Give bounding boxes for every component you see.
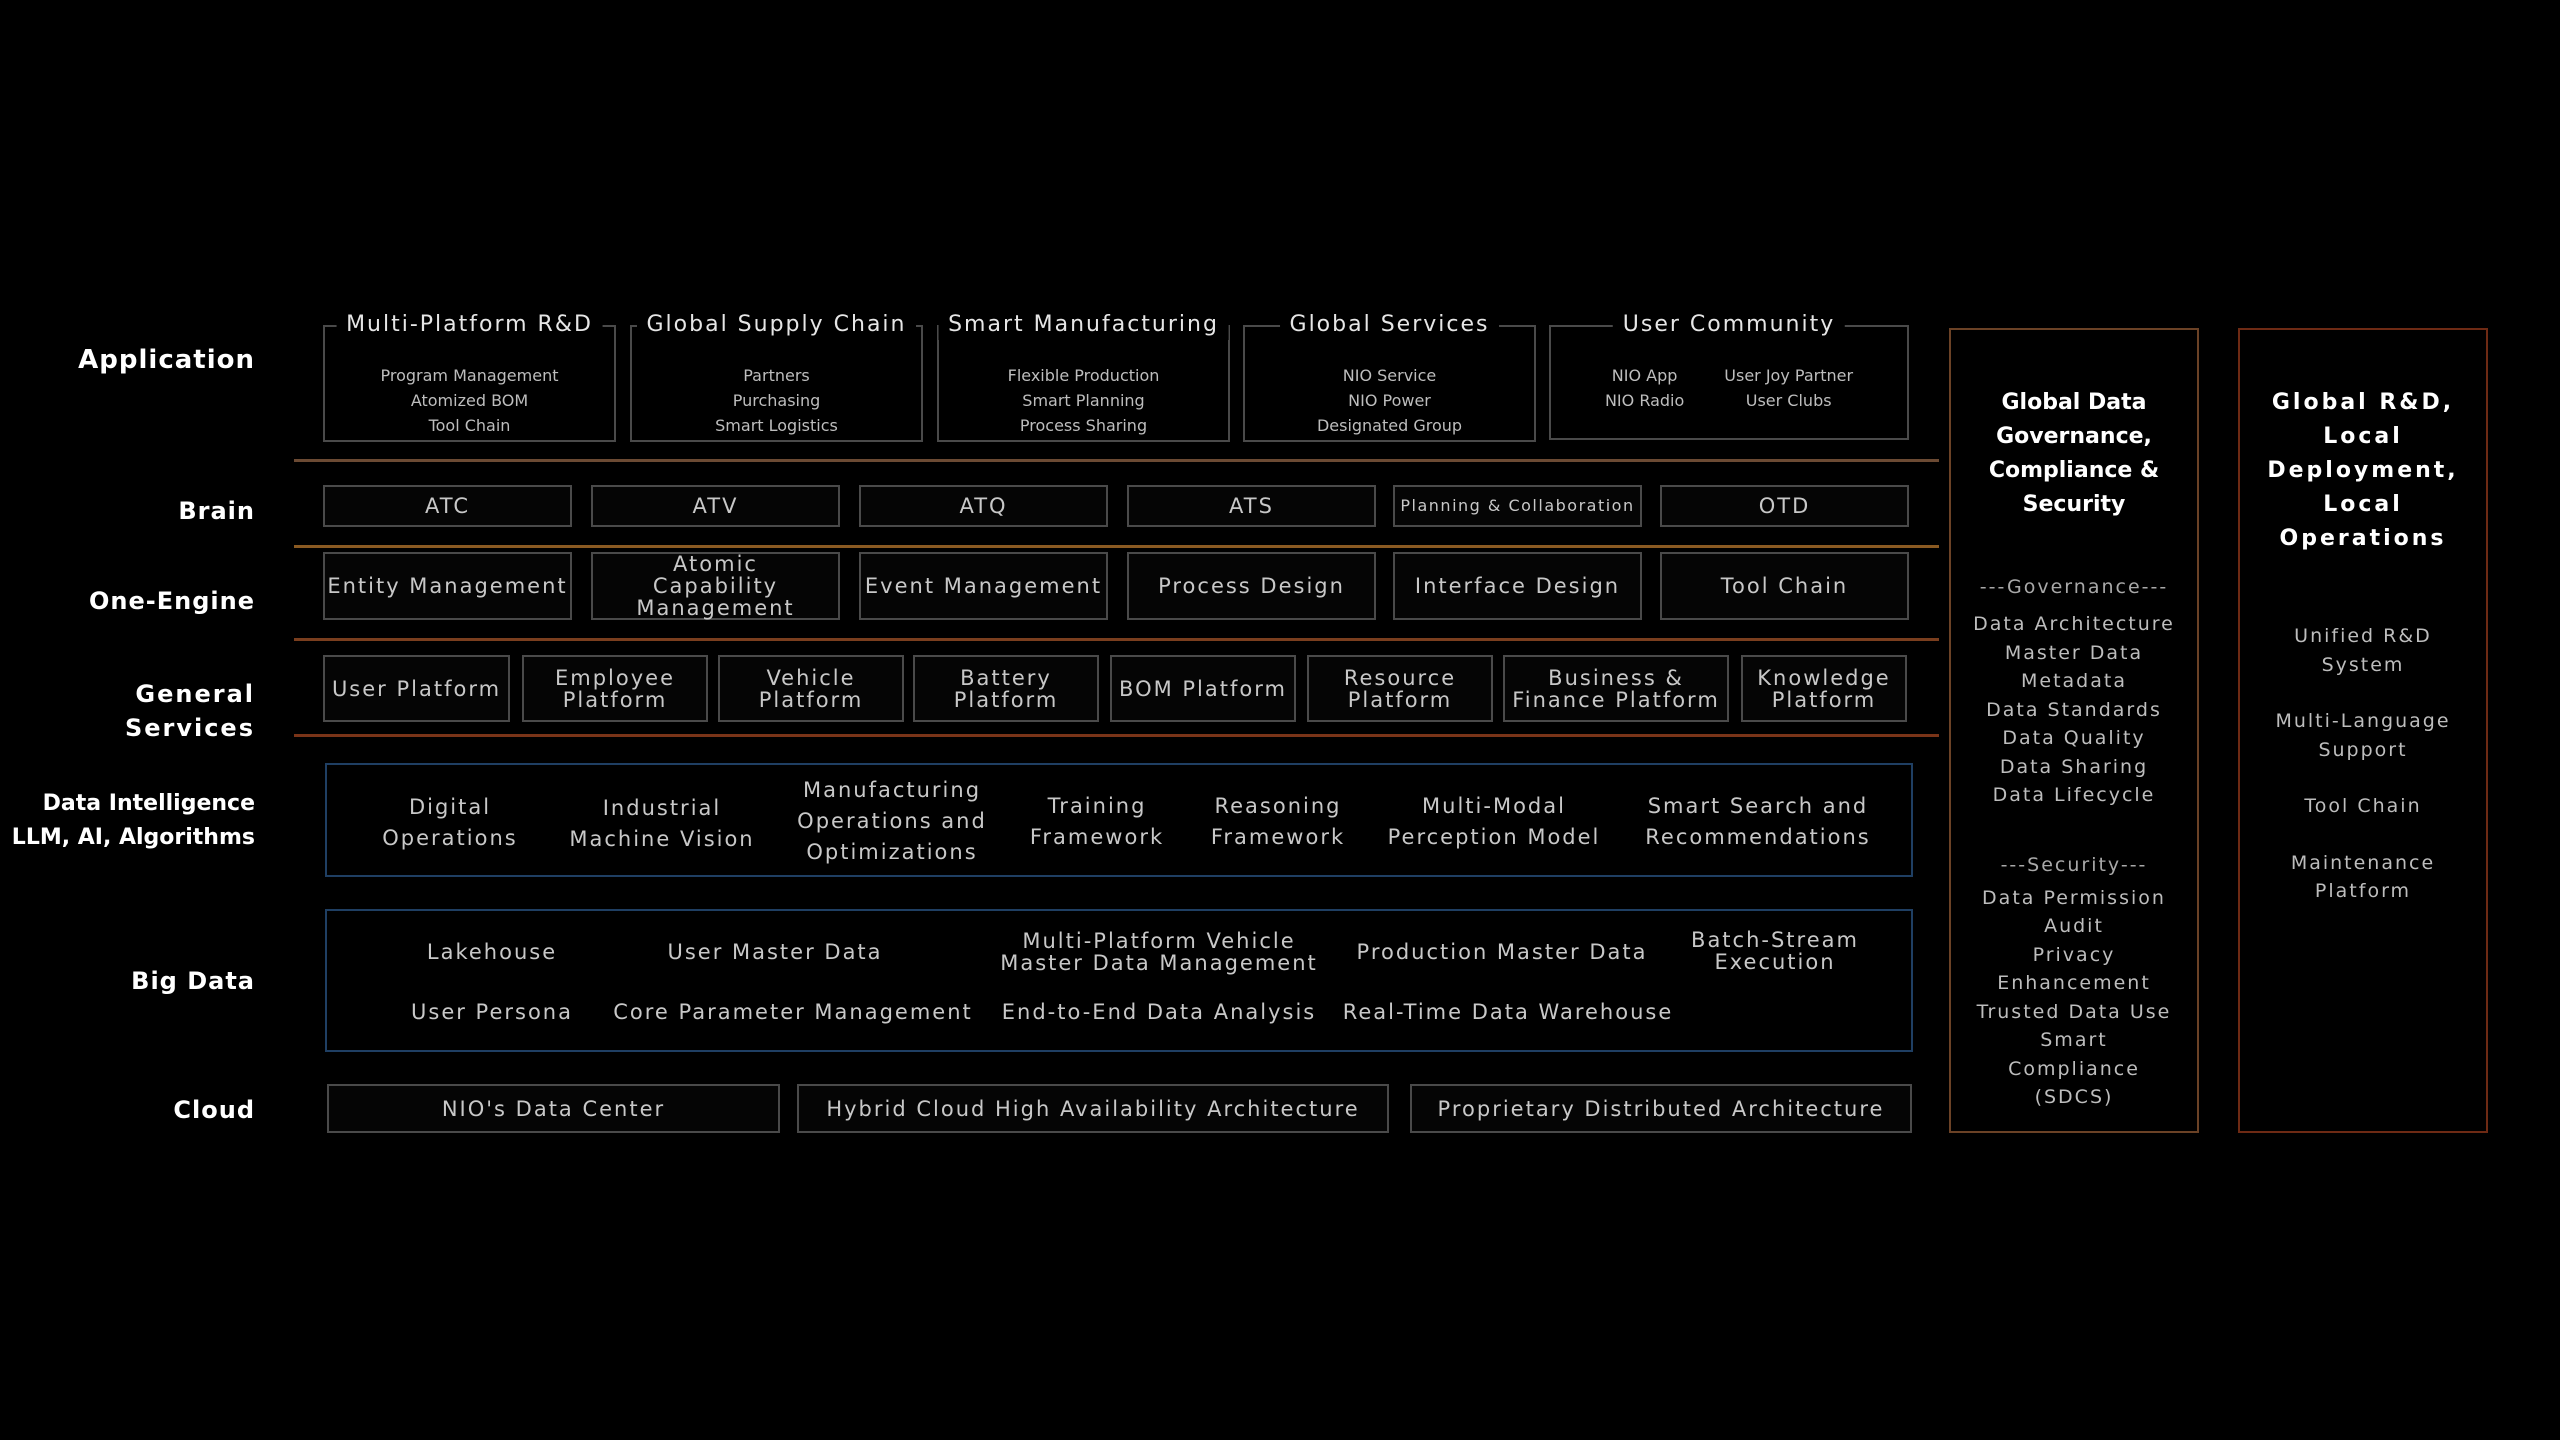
cloud-proprietary-distributed[interactable]: Proprietary Distributed Architecture <box>1410 1084 1912 1133</box>
title-line: Global R&D, <box>2271 390 2455 415</box>
bd-user-master-data[interactable]: User Master Data <box>667 940 883 964</box>
security-item: Compliance <box>2008 1057 2140 1080</box>
app-item: Tool Chain <box>428 416 511 435</box>
bd-user-persona[interactable]: User Persona <box>411 1000 573 1024</box>
app-item: Flexible Production <box>1007 366 1160 385</box>
di-line: Operations and <box>797 809 987 833</box>
bd-core-parameter-management[interactable]: Core Parameter Management <box>613 1000 973 1024</box>
app-item: Atomized BOM <box>410 391 529 410</box>
app-item: NIO App <box>1611 366 1678 385</box>
app-title: User Community <box>1613 310 1845 340</box>
rd-panel <box>2238 328 2488 1133</box>
bd-batch-stream-execution[interactable]: Batch-Stream Execution <box>1691 928 1859 974</box>
app-user-community[interactable] <box>1549 312 1909 440</box>
rd-panel-title <box>2240 386 2486 556</box>
governance-item: Data Architecture <box>1973 613 2175 635</box>
app-title: Smart Manufacturing <box>938 310 1229 340</box>
app-item: Smart Planning <box>1022 391 1145 410</box>
title-line: Global Data <box>2001 390 2147 415</box>
app-item: Process Sharing <box>1019 416 1148 435</box>
governance-item: Data Standards <box>1986 698 2162 721</box>
app-items <box>1245 363 1534 438</box>
di-line: Perception Model <box>1387 825 1601 849</box>
governance-panel-title <box>1951 386 2197 522</box>
app-items <box>1551 363 1907 413</box>
divider-services-intelligence <box>294 734 1939 737</box>
di-line: Multi-Modal <box>1422 794 1566 818</box>
security-item: Privacy <box>2032 943 2116 966</box>
rd-item-multi-language <box>2240 707 2486 764</box>
engine-tool-chain[interactable]: Tool Chain <box>1660 552 1909 620</box>
engine-interface-design[interactable]: Interface Design <box>1393 552 1642 620</box>
di-line: Digital <box>408 795 492 819</box>
di-line: Framework <box>1210 825 1346 849</box>
engine-entity-management[interactable]: Entity Management <box>323 552 572 620</box>
data-intelligence-label-line1: Data Intelligence <box>42 791 255 816</box>
bd-real-time-warehouse[interactable]: Real-Time Data Warehouse <box>1342 1000 1674 1024</box>
app-items-col <box>1605 363 1684 413</box>
engine-atomic-capability-management[interactable]: Atomic Capability Management <box>591 552 840 620</box>
service-vehicle-platform[interactable]: Vehicle Platform <box>718 655 904 722</box>
app-title: Multi-Platform R&D <box>336 310 603 340</box>
security-header: ---Security--- <box>2000 853 2148 876</box>
divider-engine-services <box>294 638 1939 641</box>
engine-event-management[interactable]: Event Management <box>859 552 1108 620</box>
brain-atc[interactable]: ATC <box>323 485 572 527</box>
title-line: Governance, <box>1996 424 2152 449</box>
rd-item-line: Maintenance <box>2290 851 2436 874</box>
brain-atq[interactable]: ATQ <box>859 485 1108 527</box>
app-item: NIO Power <box>1348 391 1431 410</box>
brain-atv[interactable]: ATV <box>591 485 840 527</box>
di-line: Training <box>1047 794 1147 818</box>
di-line: Optimizations <box>806 840 978 864</box>
app-multi-platform-rd[interactable] <box>323 312 616 442</box>
di-line: Framework <box>1029 825 1165 849</box>
rd-item-tool-chain <box>2240 792 2486 821</box>
title-line: Local Operations <box>2279 492 2447 551</box>
app-item: Program Management <box>380 366 559 385</box>
app-title: Global Services <box>1280 310 1500 340</box>
title-line: Deployment, <box>2267 458 2459 483</box>
governance-item: Master Data <box>2004 641 2144 664</box>
di-reasoning-framework[interactable] <box>1211 791 1345 853</box>
app-items <box>939 363 1228 438</box>
app-items <box>325 363 614 438</box>
di-training-framework[interactable] <box>1030 791 1164 853</box>
di-line: Reasoning <box>1214 794 1342 818</box>
security-item: Audit <box>2044 915 2104 937</box>
app-title: Global Supply Chain <box>637 310 917 340</box>
rd-item-unified <box>2240 622 2486 679</box>
bd-production-master-data[interactable]: Production Master Data <box>1356 940 1648 964</box>
app-items-col <box>1724 363 1853 413</box>
governance-items <box>1951 610 2197 810</box>
app-item: Purchasing <box>732 391 821 410</box>
app-item: Partners <box>743 366 810 385</box>
di-smart-search[interactable] <box>1645 791 1870 853</box>
layer-label-data-intelligence <box>12 787 255 855</box>
security-item: Data Permission <box>1982 886 2166 909</box>
service-employee-platform[interactable]: Employee Platform <box>522 655 708 722</box>
cloud-hybrid-ha[interactable]: Hybrid Cloud High Availability Architecture <box>797 1084 1389 1133</box>
divider-brain-engine <box>294 545 1939 548</box>
brain-otd[interactable]: OTD <box>1660 485 1909 527</box>
layer-label-cloud: Cloud <box>173 1096 255 1124</box>
governance-item: Data Sharing <box>1999 755 2149 778</box>
layer-label-big-data: Big Data <box>131 967 255 995</box>
di-line: Smart Search and <box>1647 794 1869 818</box>
bd-vehicle-master-data[interactable]: Multi-Platform Vehicle Master Data Management <box>1000 929 1318 975</box>
brain-planning-collaboration[interactable]: Planning & Collaboration <box>1393 485 1642 527</box>
bd-end-to-end-analysis[interactable]: End-to-End Data Analysis <box>1001 1000 1317 1024</box>
engine-process-design[interactable]: Process Design <box>1127 552 1376 620</box>
layer-label-brain: Brain <box>178 497 255 525</box>
security-items <box>1951 884 2197 1112</box>
rd-item-line: Unified R&D <box>2294 625 2432 647</box>
app-smart-manufacturing[interactable] <box>937 312 1230 442</box>
service-battery-platform[interactable]: Battery Platform <box>913 655 1099 722</box>
app-global-services[interactable] <box>1243 312 1536 442</box>
di-line: Manufacturing <box>802 778 982 802</box>
rd-item-maintenance <box>2240 849 2486 906</box>
app-items <box>632 363 921 438</box>
governance-item: Data Lifecycle <box>1992 784 2156 806</box>
data-intelligence-label-line2: LLM, AI, Algorithms <box>11 825 255 850</box>
di-line: Recommendations <box>1645 825 1871 849</box>
di-digital-operations[interactable] <box>382 792 517 854</box>
security-item: Smart <box>2040 1029 2108 1051</box>
rd-item-line: Multi-Language <box>2275 710 2451 732</box>
governance-panel <box>1949 328 2199 1133</box>
di-industrial-machine-vision[interactable] <box>569 793 754 855</box>
app-item: Smart Logistics <box>715 416 838 435</box>
security-item: Enhancement <box>1997 972 2151 994</box>
app-item: User Joy Partner <box>1724 366 1854 385</box>
app-global-supply-chain[interactable] <box>630 312 923 442</box>
layer-label-one-engine: One-Engine <box>89 587 255 615</box>
governance-header: ---Governance--- <box>1979 576 2169 598</box>
brain-ats[interactable]: ATS <box>1127 485 1376 527</box>
app-item: NIO Service <box>1342 366 1437 385</box>
governance-item: Metadata <box>2021 670 2127 692</box>
rd-item-line: Support <box>2318 738 2408 761</box>
cloud-nio-data-center[interactable]: NIO's Data Center <box>327 1084 780 1133</box>
di-multi-modal-perception[interactable] <box>1388 791 1601 853</box>
service-business-finance-platform[interactable]: Business & Finance Platform <box>1503 655 1729 722</box>
service-resource-platform[interactable]: Resource Platform <box>1307 655 1493 722</box>
governance-item: Data Quality <box>2002 727 2146 749</box>
rd-item-line: System <box>2321 653 2405 676</box>
app-item: NIO Radio <box>1604 391 1685 410</box>
security-item: Trusted Data Use <box>1976 1000 2172 1023</box>
rd-item-line: Tool Chain <box>2304 795 2422 817</box>
service-knowledge-platform[interactable]: Knowledge Platform <box>1741 655 1907 722</box>
layer-label-application: Application <box>78 345 255 375</box>
di-manufacturing-operations[interactable] <box>797 775 987 868</box>
security-item: (SDCS) <box>2034 1086 2114 1108</box>
di-line: Operations <box>382 826 518 850</box>
app-item: Designated Group <box>1316 416 1463 435</box>
bd-lakehouse[interactable]: Lakehouse <box>426 940 558 964</box>
title-line: Security <box>2022 492 2126 517</box>
title-line: Local <box>2323 424 2403 449</box>
di-line: Industrial <box>602 796 722 820</box>
service-user-platform[interactable]: User Platform <box>323 655 510 722</box>
title-line: Compliance & <box>1988 458 2160 483</box>
rd-item-line: Platform <box>2314 880 2412 902</box>
app-item: User Clubs <box>1745 391 1832 410</box>
di-line: Machine Vision <box>569 827 755 851</box>
divider-application-brain <box>294 459 1939 462</box>
layer-label-general-services: General Services <box>124 680 255 742</box>
service-bom-platform[interactable]: BOM Platform <box>1110 655 1296 722</box>
